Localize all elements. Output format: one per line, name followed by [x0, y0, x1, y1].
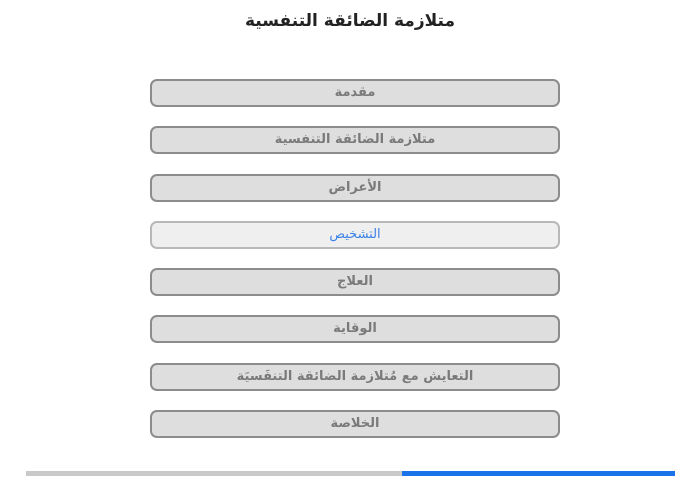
menu-item-symptoms[interactable]: الأعراض: [150, 174, 560, 202]
progress-bar-fill: [402, 471, 675, 476]
section-menu: [150, 79, 560, 457]
menu-item-conclusion[interactable]: الخلاصة: [150, 410, 560, 438]
menu-item-syndrome[interactable]: متلازمة الضائقة التنفسية: [150, 126, 560, 154]
page-title: متلازمة الضائقة التنفسية: [245, 11, 455, 31]
menu-item-treatment[interactable]: العلاج: [150, 268, 560, 296]
menu-item-living-with[interactable]: التعايش مع مُتلازمة الضائقة التنفَسيَة: [150, 363, 560, 391]
menu-item-diagnosis[interactable]: التشخيص: [150, 221, 560, 249]
menu-item-prevention[interactable]: الوقاية: [150, 315, 560, 343]
progress-bar: [26, 471, 675, 476]
menu-item-introduction[interactable]: مقدمة: [150, 79, 560, 107]
